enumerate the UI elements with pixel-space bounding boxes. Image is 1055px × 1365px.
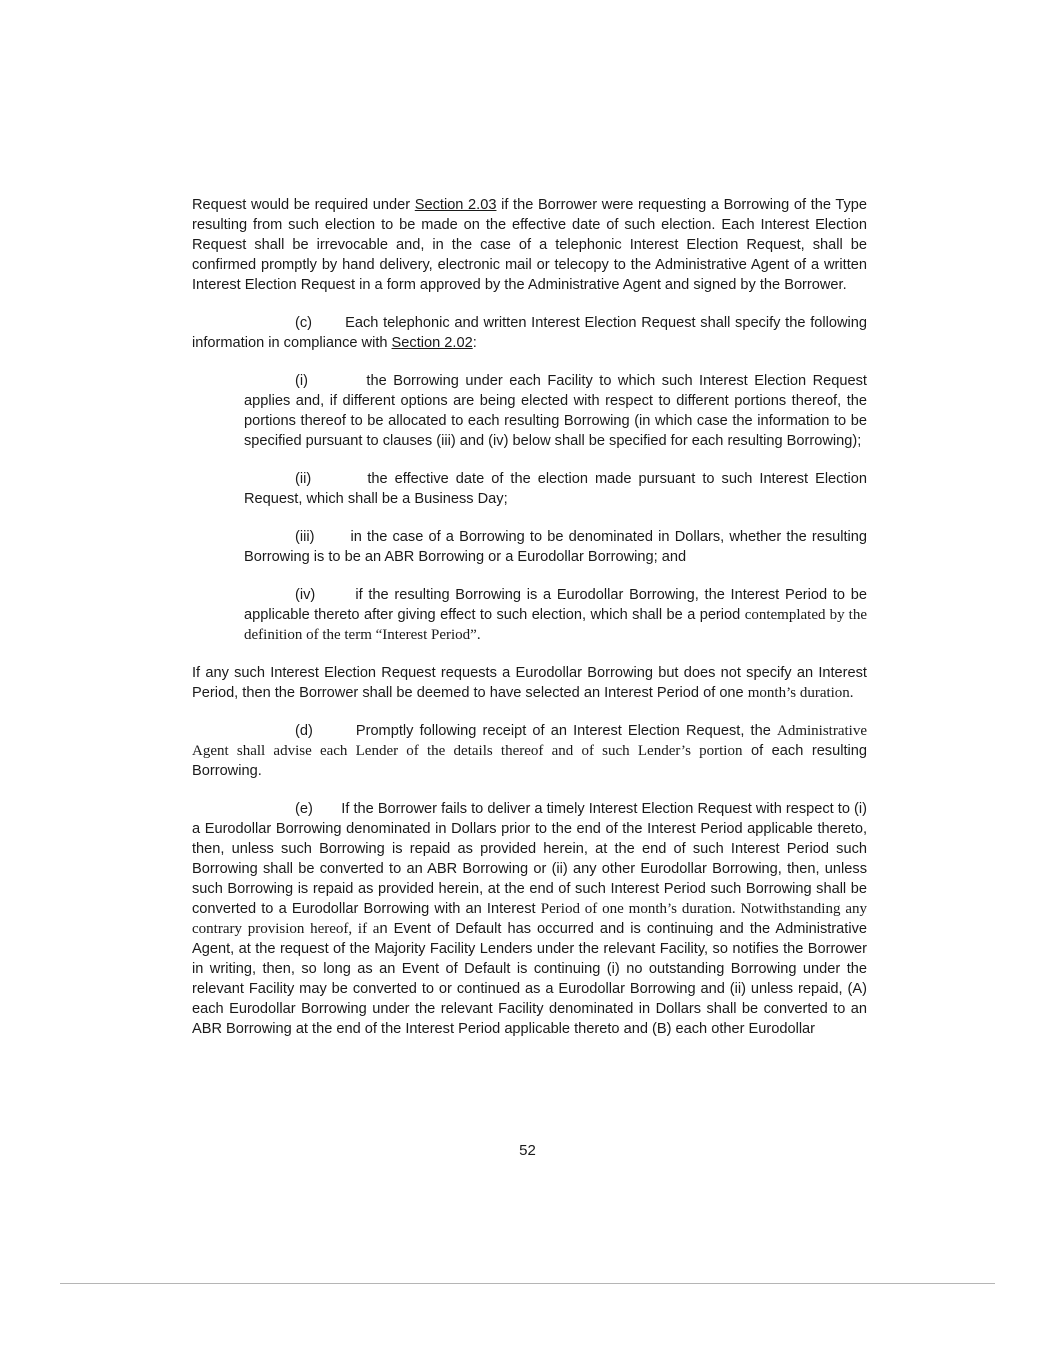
text-run: in the case of a Borrowing to be denominated in Dollars, whether the resulting Borrowing is to be an ABR Borrowing or a Eurodollar Borrowing; and bbox=[244, 529, 867, 565]
page-number: 52 bbox=[519, 1142, 536, 1159]
clause-label: (ii) bbox=[295, 471, 312, 487]
clause-e bbox=[192, 799, 867, 1039]
text-run: Promptly following receipt of an Interest Election Request, the bbox=[355, 723, 771, 739]
clause-label: (e) bbox=[295, 801, 313, 817]
sub-clause-iv bbox=[244, 585, 867, 645]
clause-label: (iii) bbox=[295, 529, 315, 545]
text-run: Each telephonic and written Interest Election Request shall specify the following information in compliance with bbox=[192, 315, 867, 351]
clause-c bbox=[192, 313, 867, 353]
sub-clause-i bbox=[244, 371, 867, 451]
text-run-serif: month’s duration. bbox=[747, 685, 854, 701]
text-run: n Event of Default has occurred and is continuing and the Administrative Agent, at the request of the Majority Facility Lenders under the relevant Facility, so notifies the Borrower in writing, then, so long as an Event of Default is continuing (i) no outstanding Borrowing under the relevant Facility may be converted to or continued as a Eurodollar Borrowing and (ii) unless repaid, (A) each Eurodollar Borrowing under the relevant Facility denominated in Dollars shall be converted to an ABR Borrowing at the end of the Interest Period applicable thereto and (B) each other Eurodollar bbox=[192, 921, 867, 1037]
sub-clause-iii bbox=[244, 527, 867, 567]
clause-label: (iv) bbox=[295, 587, 316, 603]
clause-label: (d) bbox=[295, 723, 313, 739]
paragraph-continuation bbox=[192, 195, 867, 295]
text-run: of each resulting Borrowing. bbox=[192, 743, 867, 779]
text-run-serif: Administrative Agent shall advise each Lender of the details thereof and of such Lender’s portion bbox=[192, 723, 867, 759]
text-run: if the Borrower were requesting a Borrowing of the Type resulting from such election to be made on the effective date of such election. Each Interest Election Request shall be irrevocable and, in the case of a telephonic Interest Election Request, shall be confirmed promptly by hand delivery, electronic mail or telecopy to the Administrative Agent of a written Interest Election Request in a form approved by the Administrative Agent and signed by the Borrower. bbox=[192, 197, 867, 293]
text-run: the Borrowing under each Facility to which such Interest Election Request applies and, if different options are being elected with respect to different portions thereof, the portions thereof to be allocated to each resulting Borrowing (in which case the information to be specified pursuant to clauses (iii) and (iv) below shall be specified for each resulting Borrowing); bbox=[244, 373, 867, 449]
text-run: if the resulting Borrowing is a Eurodollar Borrowing, the Interest Period to be applicable thereto after giving effect to such election, which shall be a period bbox=[244, 587, 867, 623]
text-run: the effective date of the election made pursuant to such Interest Election Request, which shall be a Business Day; bbox=[244, 471, 867, 507]
clause-label: (c) bbox=[295, 315, 313, 331]
clause-label: (i) bbox=[295, 373, 308, 389]
section-reference-2-03: Section 2.03 bbox=[414, 197, 497, 213]
text-run: If any such Interest Election Request requests a Eurodollar Borrowing but does not specify an Interest Period, then the Borrower shall be deemed to have selected an Interest Period of one bbox=[192, 665, 867, 701]
sub-clause-ii bbox=[244, 469, 867, 509]
section-reference-2-02: Section 2.02 bbox=[391, 335, 473, 351]
text-run-serif: Period of one month’s duration. Notwithstanding any contrary provision hereof, if a bbox=[192, 901, 867, 937]
clause-d bbox=[192, 721, 867, 781]
document-body bbox=[192, 195, 867, 1057]
text-run: If the Borrower fails to deliver a timely Interest Election Request with respect to (i) a Eurodollar Borrowing denominated in Dollars prior to the end of the Interest Period applicable thereto, then, unless such Borrowing is repaid as provided herein, at the end of such Interest Period such Borrowing shall be converted to an ABR Borrowing or (ii) any other Eurodollar Borrowing, then, unless such Borrowing is repaid as provided herein, at the end of such Interest Period such Borrowing shall be converted to a Eurodollar Borrowing with an Interest bbox=[192, 801, 868, 917]
text-run: : bbox=[472, 335, 477, 351]
text-run-serif: contemplated by the definition of the term “Interest Period”. bbox=[244, 607, 867, 643]
page-divider bbox=[60, 1283, 995, 1284]
text-run: Request would be required under bbox=[192, 197, 415, 213]
paragraph-interest-period-default bbox=[192, 663, 867, 703]
